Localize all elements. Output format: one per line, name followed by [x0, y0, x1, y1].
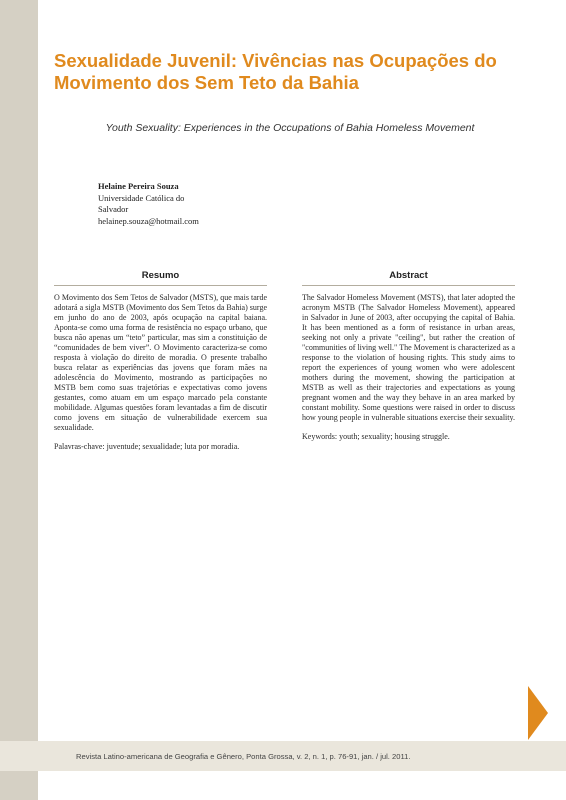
- author-block: [98, 181, 199, 227]
- title-line-2: Movimento dos Sem Teto da Bahia: [54, 72, 359, 93]
- author-affiliation-line-1: Universidade Católica do: [98, 192, 185, 203]
- abstract-divider: [302, 285, 515, 286]
- english-title: Youth Sexuality: Experiences in the Occupations of Bahia Homeless Movement: [105, 122, 475, 134]
- resumo-keywords: Palavras-chave: juventude; sexualidade; luta por moradia.: [54, 442, 240, 451]
- resumo-heading: Resumo: [141, 270, 180, 281]
- resumo-divider: [54, 285, 267, 286]
- author-affiliation-line-2: Salvador: [98, 204, 129, 214]
- journal-citation-footer: Revista Latino-americana de Geografia e Gênero, Ponta Grossa, v. 2, n. 1, p. 76-91, jan. / jul. 2011.: [76, 752, 411, 761]
- abstract-column: [302, 293, 515, 451]
- abstract-body: The Salvador Homeless Movement (MSTS), that later adopted the acronym MSTB (The Salvador Homeless Movement), appeared in Salvador in June of 2003, after occupying the capital of Bahia. It has been mentioned as a form of resistance in urban areas, seeking not only a private "ceiling", but rather the creation of "communities of living well." The Movement is characterized as a response to the violation of housing rights. This study aims to report the experiences of young women who were adolescent mothers during the movement, showing the participation at MSTB as well as their trajectories and expectations as young pregnant women and the way they behave in an area marked by constant mobility. Some questions were raised in order to discuss how young people in vulnerable situations exercise their sexuality.: [302, 293, 515, 422]
- left-margin-bar: [0, 0, 38, 800]
- author-email[interactable]: helainep.souza@hotmail.com: [98, 215, 199, 226]
- next-page-arrow-icon[interactable]: [528, 686, 548, 740]
- article-title: [54, 50, 534, 94]
- title-line-1: Sexualidade Juvenil: Vivências nas Ocupações do: [54, 50, 497, 71]
- author-name: Helaine Pereira Souza: [98, 181, 179, 191]
- abstract-heading: Abstract: [389, 270, 428, 281]
- resumo-body: O Movimento dos Sem Tetos de Salvador (MSTS), que mais tarde adotará a sigla MSTB (Movimento dos Sem Tetos da Bahia) surge em junho do ano de 2003, após ocupação na capital baiana. Aponta-se como uma forma de resistência no espaço urbano, que busca não apenas um “teto” particular, mas sim a constituição de “comunidades de bem viver”. O Movimento caracteriza-se como resposta à violação do direito de moradia. O presente trabalho busca relatar as experiências das jovens que foram mães na adolescência do Movimento, mostrando as participações no MSTB bem como suas trajetórias e expectativas como jovens gestantes, como atuam em um espaço marcado pela constante mobilidade. Algumas questões foram levantadas a fim de discutir como jovens em situação de vulnerabilidade exercem sua sexualidade.: [54, 293, 267, 432]
- abstract-keywords: Keywords: youth; sexuality; housing struggle.: [302, 432, 450, 441]
- resumo-column: [54, 293, 267, 461]
